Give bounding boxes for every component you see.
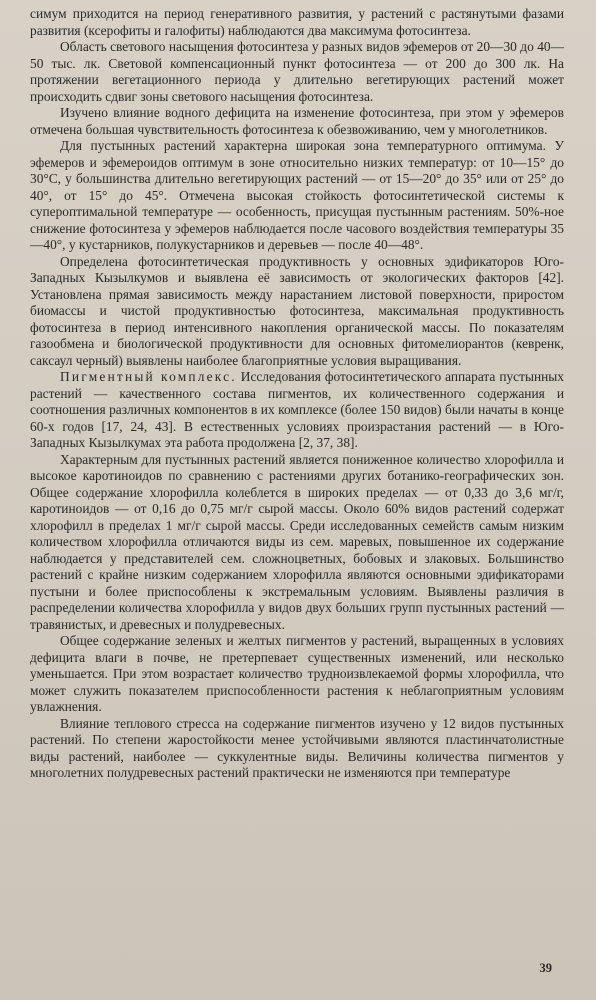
paragraph-2: Область светового насыщения фотосинтеза у разных видов эфемеров от 20—30 до 40—50 тыс. лк. Световой компенсационный пункт фотосинтеза — от 200 до 300 лк. На протяжении вегетационного периода у длительно вегетирующих растений может происходить сдвиг зоны светового насыщения фотосинтеза. xyxy=(30,39,564,104)
paragraph-6 xyxy=(30,369,564,452)
paragraph-7: Характерным для пустынных растений является пониженное количество хлорофилла и высокое каротиноидов по сравнению с растениями других ботанико-географических зон. Общее содержание хлорофилла колеблется в широких пределах — от 0,33 до 3,6 мг/г, каротиноидов — от 0,16 до 0,75 мг/г сырой массы. Около 60% видов растений содержат хлорофилл в пределах 1 мг/г сырой массы. Среди исследованных семейств самым низким количеством хлорофилла отличаются виды из сем. маревых, повышенное их содержание наблюдается у представителей сем. сложноцветных, бобовых и злаковых. Большинство растений с крайне низким содержанием хлорофилла являются основными эдификаторами пустыни и более приспособлены к экстремальным условиям. Выявлены различия в распределении количества хлорофилла у видов двух больших групп пустынных растений — травянистых, и древесных и полудревесных. xyxy=(30,451,564,632)
paragraph-8: Общее содержание зеленых и желтых пигментов у растений, выращенных в условиях дефицита влаги в почве, не претерпевает существенных изменений, или несколько уменьшается. При этом возрастает количество трудноизвлекаемой формы хлорофилла, что может служить показателем приспособленности растения к неблагоприятным условиям увлажнения. xyxy=(30,633,564,714)
paragraph-1: симум приходится на период генеративного развития, у растений с растянутыми фазами развития (ксерофиты и галофиты) наблюдаются два максимума фотосинтеза. xyxy=(30,6,564,38)
paragraph-6-text: Исследования фотосинтетического аппарата пустынных растений — качественного состава пигментов, их количественного содержания и соотношения различных компонентов в их комплексе (более 150 видов) были начаты в конце 60-х годов [17, 24, 43]. В естественных условиях произрастания растений — в Юго-Западных Кызылкумах эта работа продолжена [2, 37, 38]. xyxy=(30,369,564,450)
paragraph-9: Влияние теплового стресса на содержание пигментов изучено у 12 видов пустынных растений. По степени жаростойкости менее устойчивыми являются пластинчатолистные виды растений, наиболее — суккулентные виды. Величины количества пигментов у многолетних полудревесных растений практически не изменяются при температуре xyxy=(30,715,564,780)
paragraph-4: Для пустынных растений характерна широкая зона температурного оптимума. У эфемеров и эфемероидов оптимум в зоне относительно низких температур: от 10—15° до 30°С, у большинства длительно вегетирующих растений — от 15—20° до 35° или от 25° до 40°, от 15° до 45°. Отмечена высокая стойкость фотосинтетической системы к супероптимальной температуре — особенность, присущая пустынным растениям. 50%-ное снижение фотосинтеза у эфемеров наблюдается после часового воздействия температуры 35—40°, у кустарников, полукустарников и деревьев — после 40—48°. xyxy=(30,138,564,252)
paragraph-5: Определена фотосинтетическая продуктивность у основных эдификаторов Юго-Западных Кызылкумов и выявлена её зависимость от экологических факторов [42]. Установлена прямая зависимость между нарастанием листовой поверхности, приростом биомассы и чистой продуктивностью фотосинтеза, максимальная продуктивность фотосинтеза в период интенсивного накопления органической массы. По показателям газообмена и биологической продуктивности для основных фитомелиорантов (кевренк, саксаул черный) выявлены наиболее благоприятные условия выращивания. xyxy=(30,253,564,368)
paragraph-3: Изучено влияние водного дефицита на изменение фотосинтеза, при этом у эфемеров отмечена большая чувствительность фотосинтеза к обезвоживанию, чем у многолетников. xyxy=(30,105,564,137)
page-number: 39 xyxy=(539,961,552,975)
section-lead: Пигментный комплекс. xyxy=(60,369,237,384)
